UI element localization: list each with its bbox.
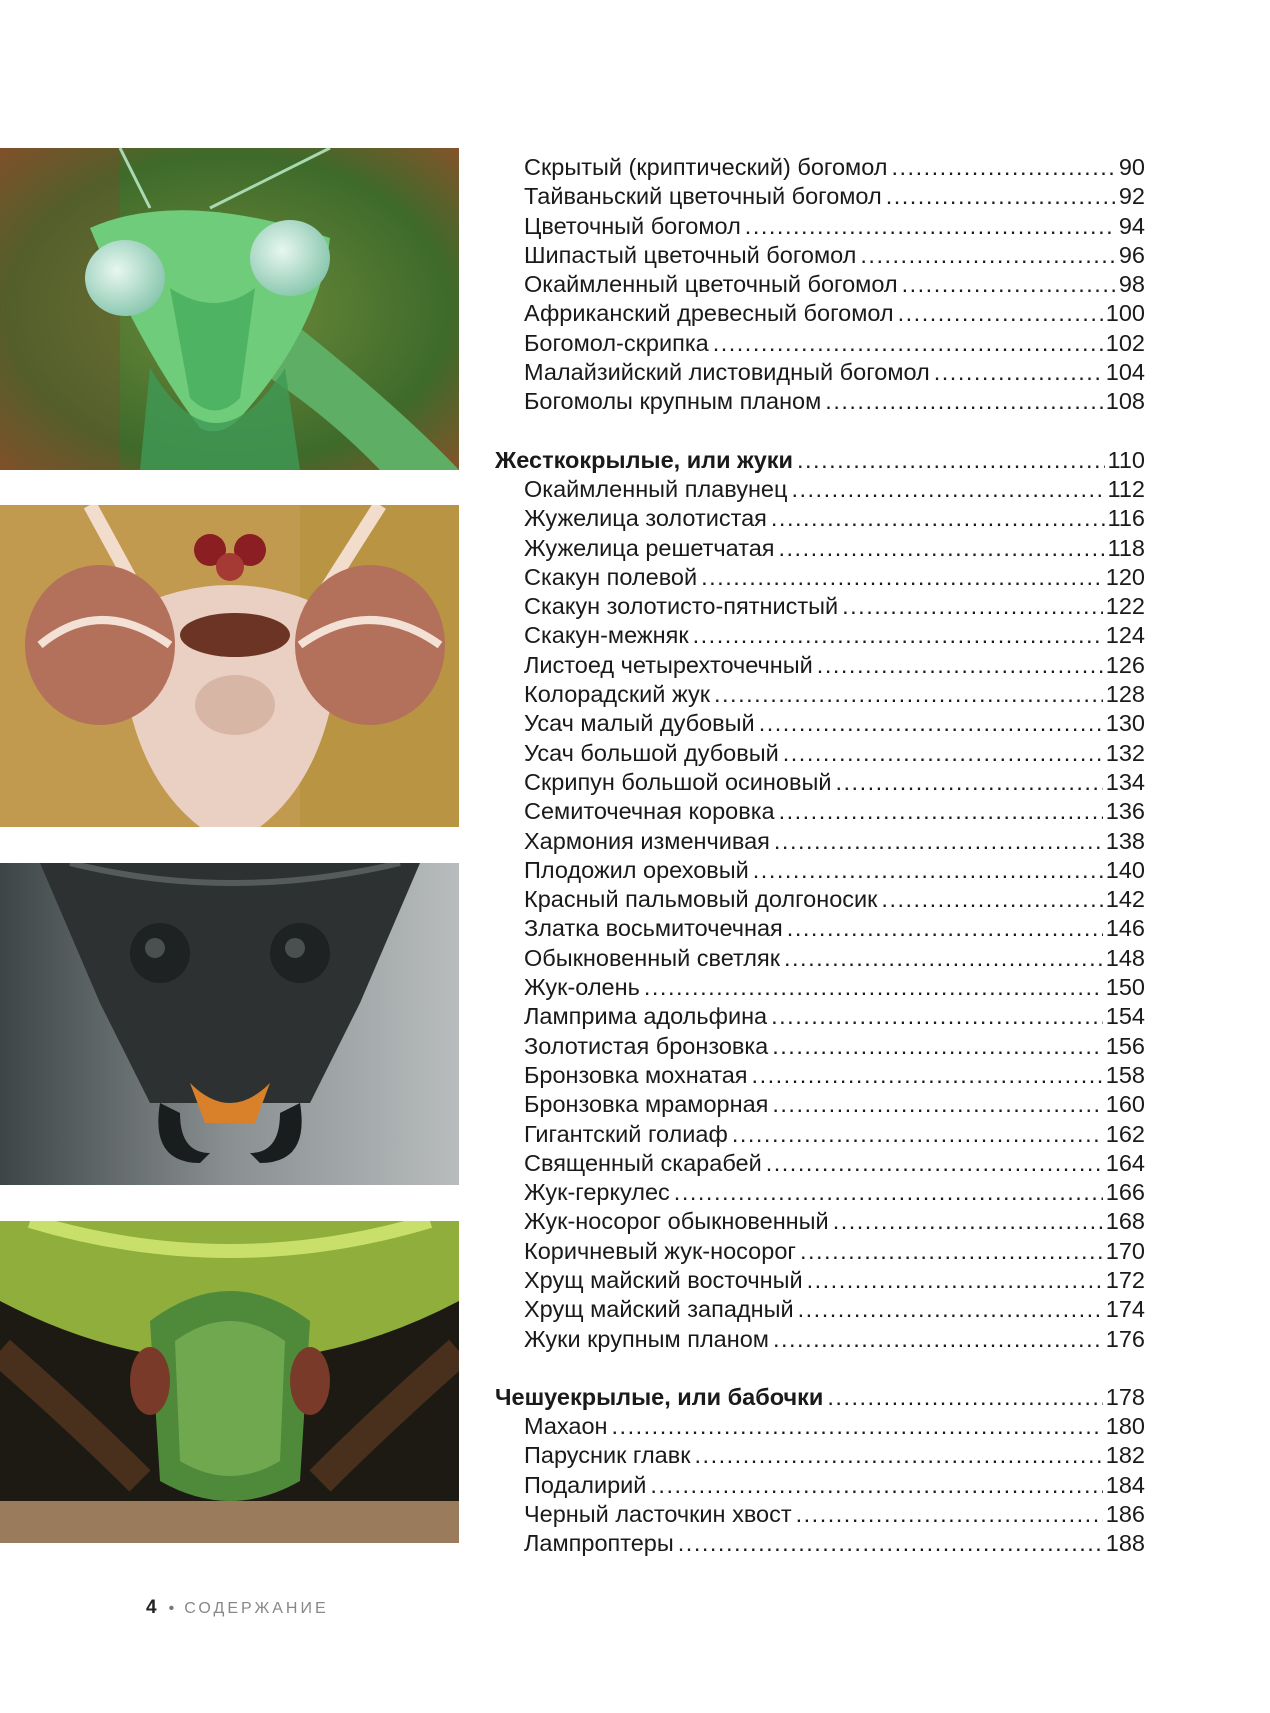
toc-entry-page: 154 [1105, 1003, 1145, 1030]
toc-entry-page: 140 [1105, 856, 1145, 883]
toc-entry-title: Лампроптеры [524, 1530, 674, 1557]
toc-entry-title: Богомолы крупным планом [524, 388, 822, 415]
bullet-separator: • [168, 1600, 175, 1617]
photo-green-beetle [0, 1221, 459, 1543]
toc-entry-page: 136 [1105, 798, 1145, 825]
toc-entry[interactable] [495, 592, 1145, 621]
toc-entry[interactable] [495, 1412, 1145, 1441]
page-footer [146, 1597, 329, 1619]
toc-entry[interactable] [495, 739, 1145, 768]
toc-heading-title: Чешуекрылые, или бабочки [495, 1383, 824, 1410]
toc-leader-dots [674, 1178, 1103, 1207]
toc-section [495, 446, 1145, 1354]
toc-entry-page: 160 [1105, 1091, 1145, 1118]
toc-entry-page: 94 [1118, 212, 1145, 239]
toc-entry-page: 134 [1105, 768, 1145, 795]
toc-entry-title: Коричневый жук-носорог [524, 1237, 796, 1264]
toc-leader-dots [701, 563, 1103, 592]
toc-leader-dots [825, 387, 1102, 416]
toc-entry[interactable] [495, 1061, 1145, 1090]
toc-entry[interactable] [495, 1149, 1145, 1178]
toc-entry-page: 102 [1105, 329, 1145, 356]
toc-entry[interactable] [495, 182, 1145, 211]
toc-entry-page: 164 [1105, 1149, 1145, 1176]
toc-entry[interactable] [495, 1237, 1145, 1266]
toc-entry[interactable] [495, 475, 1145, 504]
toc-entry-title: Красный пальмовый долгоносик [524, 886, 878, 913]
toc-leader-dots [771, 504, 1105, 533]
toc-entry-title: Жук-олень [524, 974, 640, 1001]
toc-entry-page: 186 [1105, 1501, 1145, 1528]
table-of-contents [495, 153, 1145, 1588]
toc-entry-title: Окаймленный плавунец [524, 475, 788, 502]
toc-entry-page: 180 [1105, 1413, 1145, 1440]
photo-stag-beetle [0, 863, 459, 1185]
toc-entry[interactable] [495, 621, 1145, 650]
toc-entry-page: 96 [1118, 241, 1145, 268]
toc-leader-dots [833, 1207, 1103, 1236]
photo-pink-mantis [0, 505, 459, 827]
toc-entry[interactable] [495, 358, 1145, 387]
toc-entry-title: Махаон [524, 1413, 608, 1440]
toc-entry[interactable] [495, 1441, 1145, 1470]
toc-leader-dots [902, 270, 1116, 299]
toc-leader-dots [745, 212, 1116, 241]
toc-leader-dots [860, 241, 1115, 270]
toc-leader-dots [817, 651, 1103, 680]
toc-leader-dots [766, 1149, 1103, 1178]
toc-entry[interactable] [495, 827, 1145, 856]
toc-entry[interactable] [495, 1500, 1145, 1529]
toc-entry-page: 98 [1118, 271, 1145, 298]
toc-entry-title: Бронзовка мохнатая [524, 1061, 748, 1088]
toc-leader-dots [713, 329, 1103, 358]
toc-entry-title: Скакун-межняк [524, 622, 689, 649]
toc-entry-title: Листоед четырехточечный [524, 651, 813, 678]
toc-entry[interactable] [495, 885, 1145, 914]
photo-green-mantis [0, 148, 459, 470]
toc-entry-page: 176 [1105, 1325, 1145, 1352]
toc-entry-title: Малайзийский листовидный богомол [524, 359, 930, 386]
toc-entry-title: Семиточечная коровка [524, 798, 775, 825]
toc-entry-page: 124 [1105, 622, 1145, 649]
toc-entry-page: 90 [1118, 154, 1145, 180]
toc-leader-dots [798, 1295, 1103, 1324]
toc-leader-dots [732, 1120, 1103, 1149]
toc-entry-title: Богомол-скрипка [524, 329, 709, 356]
toc-entry[interactable] [495, 1207, 1145, 1236]
toc-entry-title: Тайваньский цветочный богомол [524, 183, 882, 210]
toc-entry-page: 182 [1105, 1442, 1145, 1469]
toc-entry-title: Жужелица золотистая [524, 505, 767, 532]
toc-leader-dots [779, 534, 1105, 563]
toc-entry[interactable] [495, 1120, 1145, 1149]
toc-entry-title: Усач малый дубовый [524, 710, 755, 737]
toc-entry-page: 116 [1107, 505, 1145, 532]
toc-entry[interactable] [495, 1325, 1145, 1354]
toc-heading-title: Жесткокрылые, или жуки [495, 446, 793, 473]
toc-entry[interactable] [495, 241, 1145, 270]
toc-entry[interactable] [495, 973, 1145, 1002]
toc-heading-page: 110 [1107, 446, 1145, 473]
toc-entry-page: 130 [1105, 710, 1145, 737]
toc-section [495, 153, 1145, 417]
toc-entry-title: Парусник главк [524, 1442, 691, 1469]
toc-entry-page: 170 [1105, 1237, 1145, 1264]
toc-entry[interactable] [495, 270, 1145, 299]
toc-leader-dots [934, 358, 1103, 387]
toc-entry-page: 128 [1105, 681, 1145, 708]
toc-entry-title: Подалирий [524, 1471, 647, 1498]
toc-entry-title: Хармония изменчивая [524, 827, 770, 854]
toc-entry-page: 118 [1107, 534, 1145, 561]
toc-leader-dots [693, 621, 1103, 650]
toc-entry-title: Жуки крупным планом [524, 1325, 769, 1352]
toc-leader-dots [835, 768, 1102, 797]
toc-leader-dots [787, 914, 1103, 943]
toc-entry[interactable] [495, 651, 1145, 680]
toc-entry[interactable] [495, 1266, 1145, 1295]
toc-leader-dots [678, 1529, 1103, 1558]
toc-entry-title: Плодожил ореховый [524, 856, 749, 883]
toc-entry-page: 126 [1105, 651, 1145, 678]
toc-entry[interactable] [495, 768, 1145, 797]
toc-entry[interactable] [495, 1529, 1145, 1558]
toc-entry-page: 138 [1105, 827, 1145, 854]
toc-entry-title: Скакун полевой [524, 563, 698, 590]
toc-entry-page: 112 [1107, 475, 1145, 502]
toc-entry-page: 142 [1105, 886, 1145, 913]
toc-entry[interactable] [495, 1178, 1145, 1207]
toc-entry-title: Жук-носорог обыкновенный [524, 1208, 829, 1235]
toc-entry[interactable] [495, 944, 1145, 973]
toc-entry[interactable] [495, 797, 1145, 826]
toc-entry[interactable] [495, 914, 1145, 943]
toc-entry[interactable] [495, 299, 1145, 328]
toc-leader-dots [774, 827, 1103, 856]
toc-entry[interactable] [495, 534, 1145, 563]
toc-leader-dots [753, 856, 1103, 885]
toc-entry-title: Окаймленный цветочный богомол [524, 271, 898, 298]
toc-entry-page: 92 [1118, 183, 1145, 210]
toc-entry-page: 132 [1105, 739, 1145, 766]
toc-entry-title: Скрытый (криптический) богомол [524, 154, 888, 180]
toc-section-heading[interactable] [495, 1383, 1145, 1412]
toc-entry-title: Золотистая бронзовка [524, 1032, 769, 1059]
toc-leader-dots [807, 1266, 1103, 1295]
toc-entry-title: Черный ласточкин хвост [524, 1501, 792, 1528]
toc-entry-page: 166 [1105, 1179, 1145, 1206]
toc-entry-title: Цветочный богомол [524, 212, 741, 239]
toc-entry-title: Жук-геркулес [524, 1179, 670, 1206]
toc-entry-page: 174 [1105, 1296, 1145, 1323]
toc-entry[interactable] [495, 1002, 1145, 1031]
toc-entry-title: Хрущ майский западный [524, 1296, 794, 1323]
toc-leader-dots [779, 797, 1103, 826]
toc-entry-title: Священный скарабей [524, 1149, 762, 1176]
toc-leader-dots [796, 1500, 1103, 1529]
toc-leader-dots [772, 1090, 1102, 1119]
toc-entry-page: 184 [1105, 1471, 1145, 1498]
toc-entry[interactable] [495, 1090, 1145, 1119]
toc-entry[interactable] [495, 329, 1145, 358]
toc-entry[interactable] [495, 212, 1145, 241]
toc-entry[interactable] [495, 504, 1145, 533]
toc-entry-title: Колорадский жук [524, 681, 710, 708]
toc-entry[interactable] [495, 153, 1145, 182]
toc-leader-dots [898, 299, 1103, 328]
toc-entry-title: Гигантский голиаф [524, 1120, 728, 1147]
toc-entry-page: 146 [1105, 915, 1145, 942]
toc-entry[interactable] [495, 1471, 1145, 1500]
toc-entry-title: Хрущ майский восточный [524, 1266, 803, 1293]
toc-entry-title: Африканский древесный богомол [524, 300, 894, 327]
toc-entry-page: 100 [1105, 300, 1145, 327]
toc-entry[interactable] [495, 387, 1145, 416]
toc-leader-dots [797, 446, 1105, 475]
toc-leader-dots [783, 739, 1103, 768]
toc-leader-dots [772, 1032, 1103, 1061]
toc-entry-title: Ламприма адольфина [524, 1003, 768, 1030]
page-number: 4 [146, 1597, 157, 1618]
toc-entry-page: 158 [1105, 1061, 1145, 1088]
toc-entry[interactable] [495, 563, 1145, 592]
toc-leader-dots [881, 885, 1102, 914]
toc-entry[interactable] [495, 1295, 1145, 1324]
toc-leader-dots [695, 1441, 1103, 1470]
toc-entry-page: 168 [1105, 1208, 1145, 1235]
toc-entry-page: 156 [1105, 1032, 1145, 1059]
toc-entry-title: Скакун золотисто-пятнистый [524, 593, 839, 620]
toc-entry-title: Жужелица решетчатая [524, 534, 775, 561]
toc-entry-page: 188 [1105, 1530, 1145, 1557]
toc-leader-dots [714, 680, 1103, 709]
toc-entry-title: Усач большой дубовый [524, 739, 779, 766]
toc-entry-title: Обыкновенный светляк [524, 944, 780, 971]
toc-entry-page: 122 [1105, 593, 1145, 620]
toc-entry-page: 104 [1105, 359, 1145, 386]
toc-entry-title: Скрипун большой осиновый [524, 768, 832, 795]
toc-leader-dots [891, 153, 1115, 182]
toc-entry[interactable] [495, 856, 1145, 885]
toc-leader-dots [842, 592, 1103, 621]
toc-entry-title: Бронзовка мраморная [524, 1091, 769, 1118]
toc-entry-page: 172 [1105, 1266, 1145, 1293]
toc-entry[interactable] [495, 709, 1145, 738]
toc-leader-dots [800, 1237, 1103, 1266]
toc-entry-page: 120 [1105, 563, 1145, 590]
toc-section-heading[interactable] [495, 446, 1145, 475]
toc-leader-dots [752, 1061, 1103, 1090]
toc-leader-dots [791, 475, 1104, 504]
toc-leader-dots [759, 709, 1103, 738]
toc-leader-dots [784, 944, 1103, 973]
toc-section [495, 1383, 1145, 1559]
section-label: СОДЕРЖАНИЕ [184, 1600, 329, 1617]
toc-leader-dots [827, 1383, 1102, 1412]
toc-entry-page: 150 [1105, 974, 1145, 1001]
toc-entry-title: Златка восьмиточечная [524, 915, 783, 942]
toc-leader-dots [886, 182, 1116, 211]
toc-entry-page: 148 [1105, 944, 1145, 971]
toc-entry-page: 108 [1105, 388, 1145, 415]
toc-entry[interactable] [495, 1032, 1145, 1061]
toc-leader-dots [771, 1002, 1103, 1031]
toc-heading-page: 178 [1105, 1383, 1145, 1410]
toc-entry-page: 162 [1105, 1120, 1145, 1147]
toc-entry[interactable] [495, 680, 1145, 709]
toc-leader-dots [650, 1471, 1102, 1500]
toc-leader-dots [612, 1412, 1103, 1441]
toc-leader-dots [644, 973, 1103, 1002]
toc-entry-title: Шипастый цветочный богомол [524, 241, 857, 268]
toc-leader-dots [773, 1325, 1103, 1354]
